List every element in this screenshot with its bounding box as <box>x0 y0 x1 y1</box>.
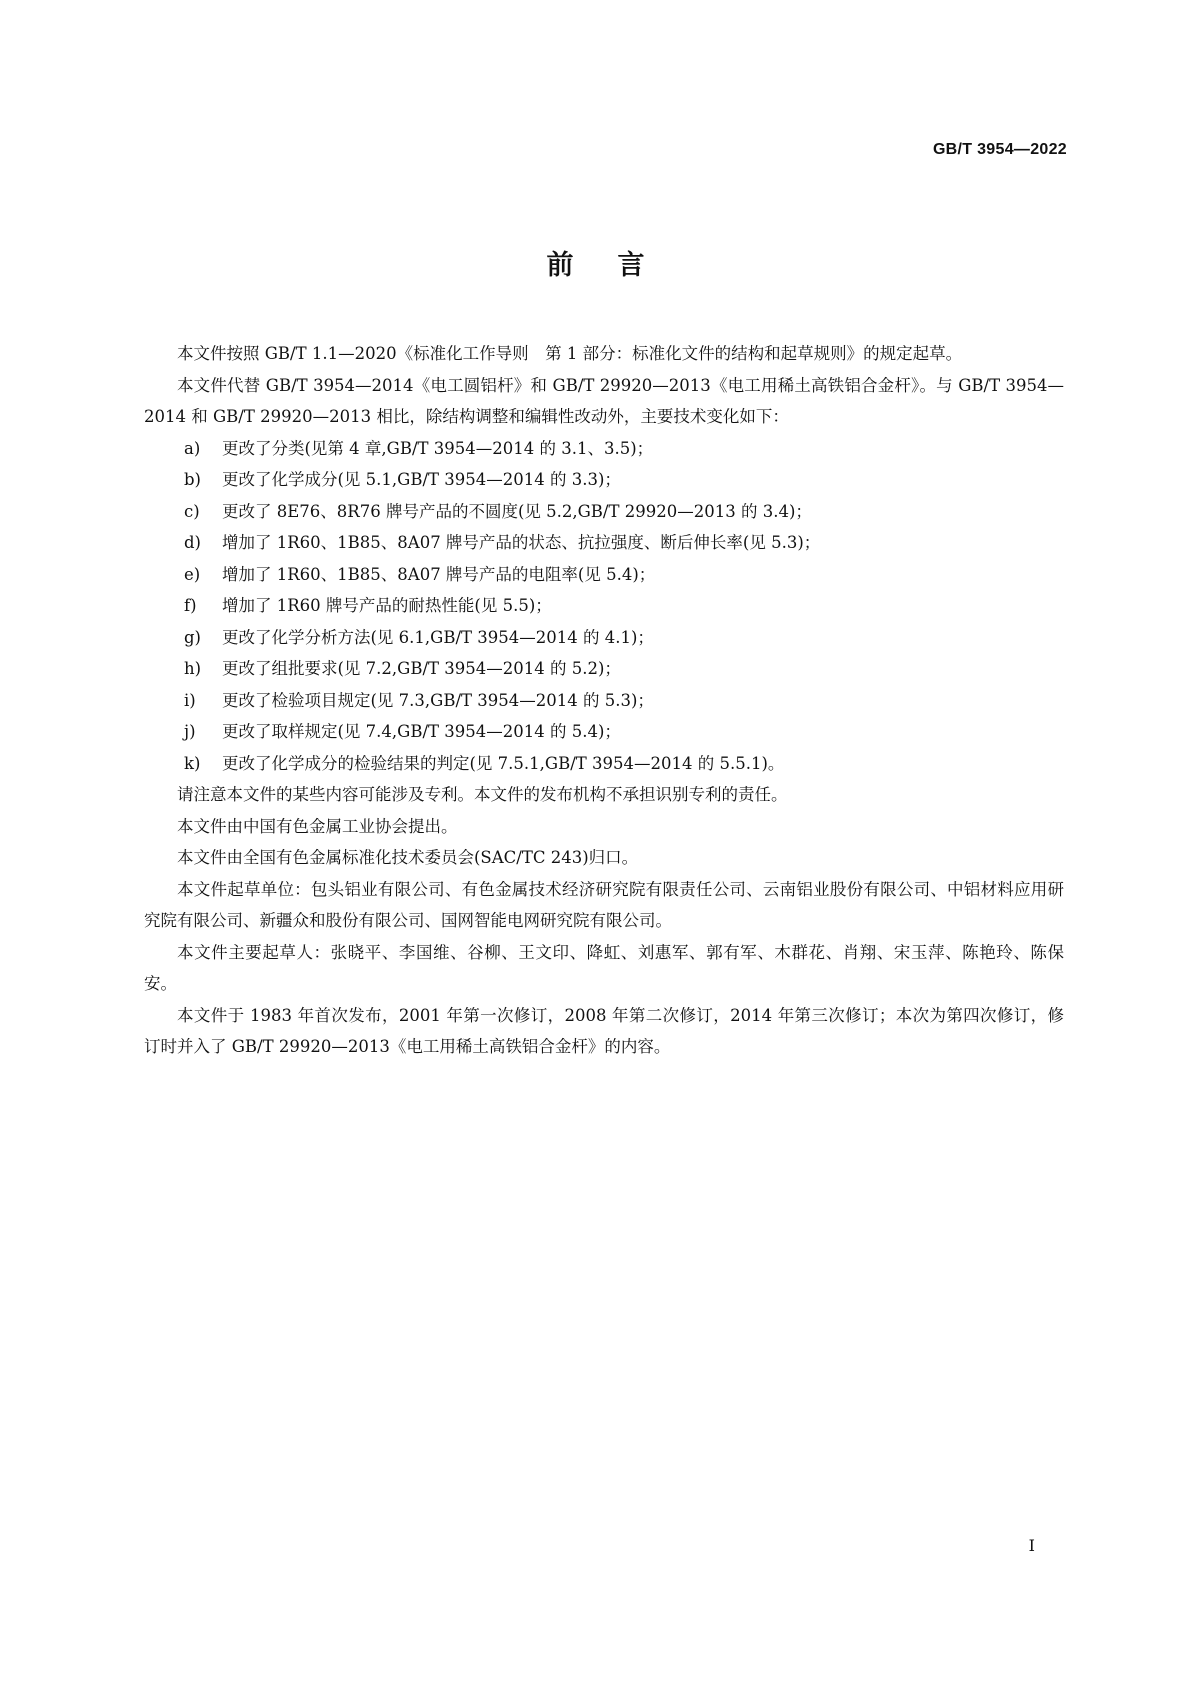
paragraph-patent-notice: 请注意本文件的某些内容可能涉及专利。本文件的发布机构不承担识别专利的责任。 <box>177 785 788 804</box>
change-item-k <box>144 748 1064 780</box>
list-item-text: 增加了 1R60 牌号产品的耐热性能(见 5.5)； <box>222 596 552 615</box>
paragraph-drafting-rules: 本文件按照 GB/T 1.1—2020《标准化工作导则 第 1 部分：标准化文件的结构和起草规则》的规定起草。 <box>177 344 963 363</box>
preface-body <box>144 338 1064 1063</box>
list-marker: f) <box>184 596 197 615</box>
list-item-text: 增加了 1R60、1B85、8A07 牌号产品的电阻率(见 5.4)； <box>222 564 656 584</box>
change-item-b <box>144 464 1064 496</box>
paragraph-committee: 本文件由全国有色金属标准化技术委员会(SAC/TC 243)归口。 <box>177 848 639 867</box>
change-item-h <box>144 653 1064 685</box>
list-marker: i) <box>184 690 196 710</box>
list-marker: g) <box>184 627 201 647</box>
list-marker: e) <box>184 564 201 584</box>
list-marker: k) <box>184 753 201 773</box>
list-marker: a) <box>184 438 201 458</box>
paragraph-replacement: 本文件代替 GB/T 3954—2014《电工圆铝杆》和 GB/T 29920—2013《电工用稀土高铁铝合金杆》。与 GB/T 3954—2014 和 GB/T 29920—2013 相比，除结构调整和编辑性改动外，主要技术变化如下： <box>144 375 1064 426</box>
page-title: 前言 <box>546 250 689 281</box>
change-item-c <box>144 496 1064 528</box>
list-marker: h) <box>184 659 202 678</box>
list-item-text: 更改了检验项目规定(见 7.3,GB/T 3954—2014 的 5.3)； <box>222 690 654 710</box>
list-marker: b) <box>184 470 201 489</box>
paragraph-drafting-units: 本文件起草单位：包头铝业有限公司、有色金属技术经济研究院有限责任公司、云南铝业股份有限公司、中铝材料应用研究院有限公司、新疆众和股份有限公司、国网智能电网研究院有限公司。 <box>144 879 1064 930</box>
change-item-j <box>144 716 1064 748</box>
paragraph-proposer: 本文件由中国有色金属工业协会提出。 <box>177 816 458 836</box>
list-item-text: 增加了 1R60、1B85、8A07 牌号产品的状态、抗拉强度、断后伸长率(见 5.3)； <box>222 533 821 552</box>
change-item-f <box>144 590 1064 622</box>
list-item-text: 更改了化学成分的检验结果的判定(见 7.5.1,GB/T 3954—2014 的 5.5.1)。 <box>222 753 785 773</box>
list-marker: j) <box>184 722 196 741</box>
paragraph-drafters: 本文件主要起草人：张晓平、李国维、谷柳、王文印、降虹、刘惠军、郭有军、木群花、肖翔、宋玉萍、陈艳玲、陈保安。 <box>144 942 1064 993</box>
change-item-d <box>144 527 1064 559</box>
paragraph-history: 本文件于 1983 年首次发布，2001 年第一次修订，2008 年第二次修订，2014 年第三次修订；本次为第四次修订，修订时并入了 GB/T 29920—2013《电工用稀土高铁铝合金杆》的内容。 <box>144 1005 1064 1056</box>
list-item-text: 更改了化学分析方法(见 6.1,GB/T 3954—2014 的 4.1)； <box>222 627 654 647</box>
document-code: GB/T 3954—2022 <box>932 141 1067 158</box>
change-item-a <box>144 433 1064 465</box>
list-marker: c) <box>184 501 200 521</box>
list-item-text: 更改了组批要求(见 7.2,GB/T 3954—2014 的 5.2)； <box>222 659 621 678</box>
list-item-text: 更改了取样规定(见 7.4,GB/T 3954—2014 的 5.4)； <box>222 722 621 741</box>
list-item-text: 更改了分类(见第 4 章,GB/T 3954—2014 的 3.1、3.5)； <box>222 438 654 458</box>
page-number: I <box>1028 1536 1035 1555</box>
list-item-text: 更改了化学成分(见 5.1,GB/T 3954—2014 的 3.3)； <box>222 470 621 489</box>
change-item-e <box>144 559 1064 591</box>
list-marker: d) <box>184 533 201 552</box>
change-item-g <box>144 622 1064 654</box>
list-item-text: 更改了 8E76、8R76 牌号产品的不圆度(见 5.2,GB/T 29920—2013 的 3.4)； <box>222 501 812 521</box>
change-item-i <box>144 685 1064 717</box>
